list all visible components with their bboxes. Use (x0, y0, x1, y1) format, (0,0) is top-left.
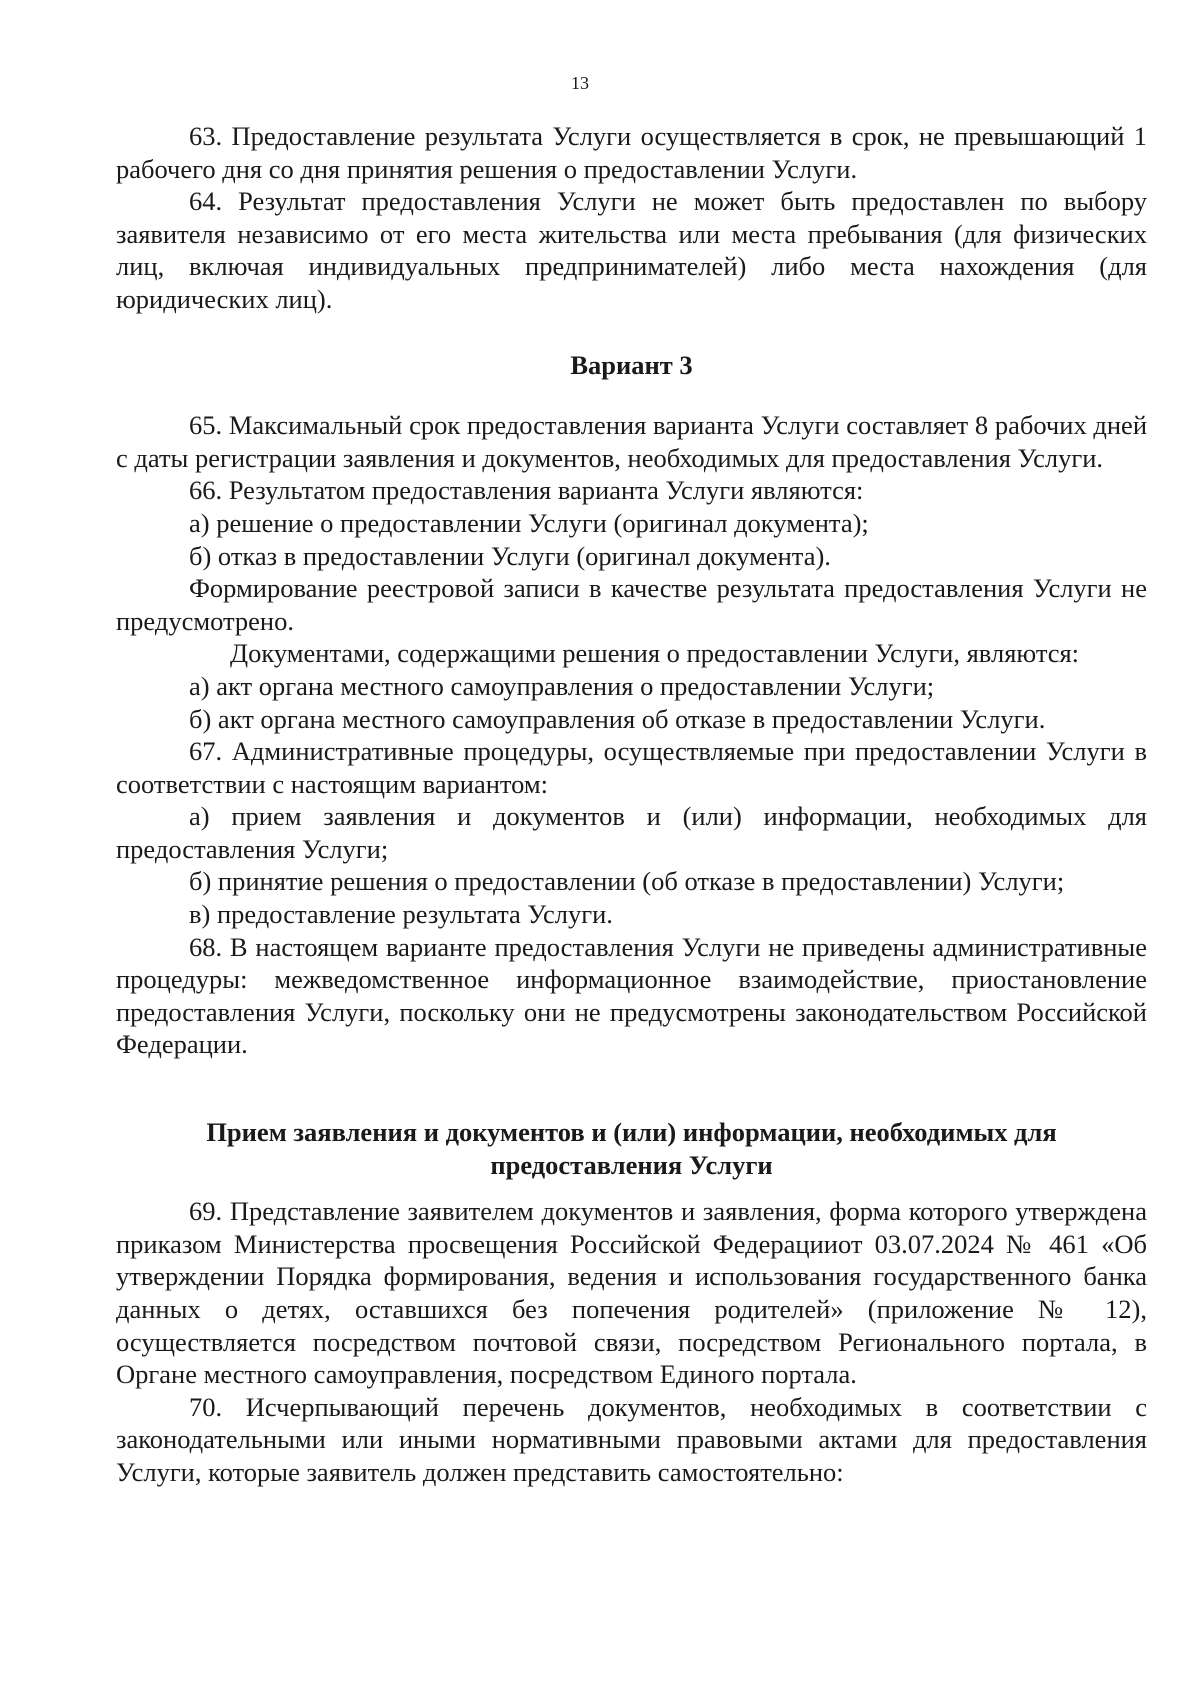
paragraph-70: 70. Исчерпывающий перечень документов, необходимых в соответствии с законодательными или иными нормативными правовыми актами для предоставления Услуги, которые заявитель должен представить самостоятельно: (116, 1391, 1147, 1487)
paragraph-69: 69. Представление заявителем документов и заявления, форма которого утверждена приказом Министерства просвещения Российской Федерацииот 03.07.2024 № 461 «Об утверждении Порядка формирования, ведения и использования государственного банка данных о детях, оставшихся без попечения родителей» (приложение № 12), осуществляется посредством почтовой связи, посредством Регионального портала, в Органе местного самоуправления, посредством Единого портала. (116, 1196, 1147, 1390)
document-body (116, 120, 1147, 1489)
section-heading-reception-line-2: предоставления Услуги (490, 1149, 773, 1180)
paragraph-67: 67. Административные процедуры, осуществляемые при предоставлении Услуги в соответствии с настоящим вариантом: (116, 736, 1147, 799)
paragraph-63: 63. Предоставление результата Услуги осуществляется в срок, не превышающий 1 рабочего дня со дня принятия решения о предоставлении Услуги. (116, 121, 1147, 184)
spacer (116, 316, 1147, 349)
page-number: 13 (571, 73, 589, 93)
paragraph-67-item-b: б) принятие решения о предоставлении (об отказе в предоставлении) Услуги; (189, 866, 1065, 897)
section-heading-reception-line-1: Прием заявления и документов и (или) информации, необходимых для (206, 1117, 1057, 1148)
paragraph-registry-note: Формирование реестровой записи в качестве результата предоставления Услуги не предусмотрено. (116, 573, 1147, 636)
paragraph-66: 66. Результатом предоставления варианта Услуги являются: (189, 475, 864, 506)
paragraph-65: 65. Максимальный срок предоставления варианта Услуги составляет 8 рабочих дней с даты регистрации заявления и документов, необходимых для предоставления Услуги. (116, 410, 1147, 473)
paragraph-66-item-b: б) отказ в предоставлении Услуги (оригинал документа). (189, 540, 831, 571)
paragraph-64: 64. Результат предоставления Услуги не может быть предоставлен по выбору заявителя независимо от его места жительства или места пребывания (для физических лиц, включая индивидуальных предпринимателей) либо места нахождения (для юридических лиц). (116, 186, 1147, 314)
paragraph-66-item-a: а) решение о предоставлении Услуги (оригинал документа); (189, 507, 869, 538)
decision-document-item-b: б) акт органа местного самоуправления об отказе в предоставлении Услуги. (189, 703, 1046, 734)
decision-document-item-a: а) акт органа местного самоуправления о предоставлении Услуги; (189, 670, 935, 701)
spacer (116, 1061, 1147, 1116)
paragraph-68: 68. В настоящем варианте предоставления Услуги не приведены административные процедуры: межведомственное информационное взаимодействие, приостановление предоставления Услуги, поскольку они не предусмотрены законодательством Российской Федерации. (116, 931, 1147, 1060)
paragraph-67-item-c: в) предоставление результата Услуги. (189, 899, 613, 930)
spacer (116, 381, 1147, 409)
section-heading-variant-3: Вариант 3 (570, 349, 693, 380)
spacer (116, 1181, 1147, 1195)
paragraph-decision-documents: Документами, содержащими решения о предоставлении Услуги, являются: (230, 638, 1080, 669)
paragraph-67-item-a: а) прием заявления и документов и (или) информации, необходимых для предоставления Услуги; (116, 801, 1147, 864)
